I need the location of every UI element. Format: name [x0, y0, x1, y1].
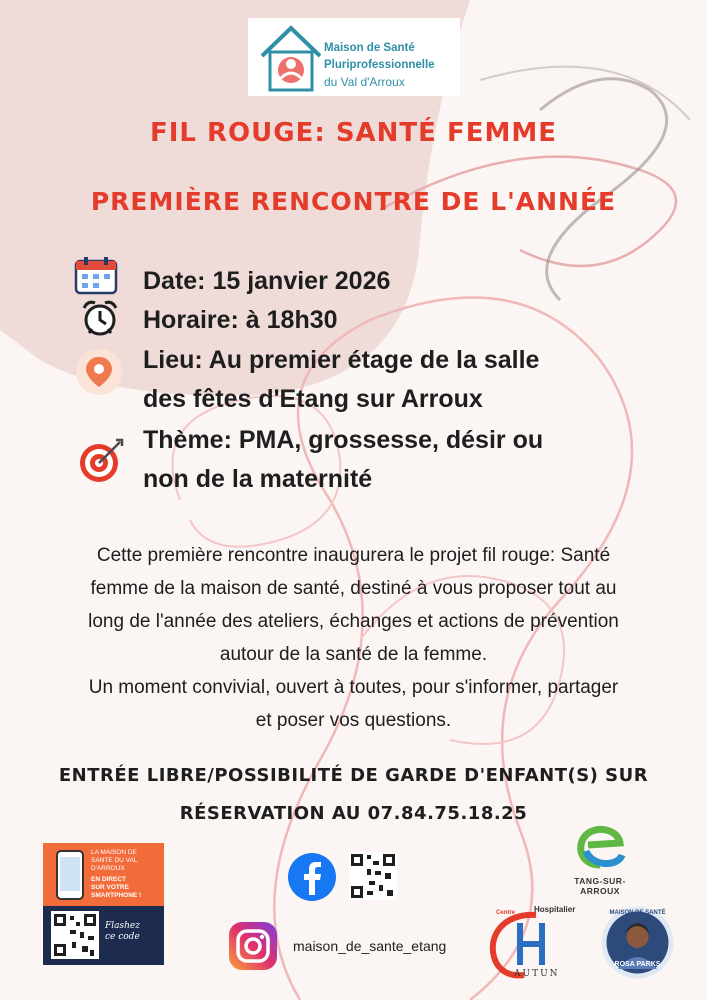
title-line-1: FIL ROUGE: SANTÉ FEMME	[149, 118, 558, 148]
qr-code-icon[interactable]	[51, 911, 99, 959]
entree-line-2: RÉSERVATION AU 07.84.75.18.25	[179, 803, 528, 824]
maison-sante-logo	[248, 18, 460, 96]
info-horaire: Horaire: à 18h30	[143, 306, 338, 334]
promo-text: EN DIRECT	[91, 876, 127, 883]
target-icon	[78, 438, 124, 484]
rosa-parks-logo	[600, 905, 675, 980]
promo-flash: Flashez	[105, 921, 140, 931]
facebook-icon[interactable]	[287, 852, 337, 902]
hospital-label-left: Centre	[496, 910, 516, 916]
title-line-2: PREMIÈRE RENCONTRE DE L'ANNÉE	[90, 187, 617, 216]
rosa-parks-portrait-icon	[600, 905, 675, 980]
para-line: autour de la santé de la femme.	[219, 644, 488, 665]
logo-line-1: Maison de Santé	[324, 42, 415, 54]
promo-text: SUR VOTRE	[91, 884, 129, 891]
promo-text: LA MAISON DE	[91, 849, 137, 856]
hospital-label-top: Hospitalier	[534, 905, 576, 914]
promo-text: D'ARROUX	[91, 865, 125, 872]
tang-logo-icon	[570, 815, 630, 873]
info-date: Date: 15 janvier 2026	[143, 267, 391, 295]
info-theme-line-1: Thème: PMA, grossesse, désir ou	[143, 426, 544, 454]
para-line: et poser vos questions.	[255, 710, 452, 731]
info-lieu-line-2: des fêtes d'Etang sur Arroux	[143, 385, 483, 413]
para-line: Cette première rencontre inaugurera le projet fil rouge: Santé	[96, 545, 611, 566]
para-line: Un moment convivial, ouvert à toutes, pour s'informer, partager	[88, 677, 619, 698]
para-line: long de l'année des ateliers, échanges et actions de prévention	[88, 611, 619, 632]
hospital-label-bottom: AUTUN	[514, 969, 560, 979]
calendar-icon	[74, 255, 120, 295]
location-pin-icon	[74, 347, 124, 397]
smartphone-icon	[55, 849, 85, 901]
info-lieu-line-1: Lieu: Au premier étage de la salle	[143, 346, 540, 374]
house-logo-icon	[256, 22, 326, 94]
promo-text: SANTE DU VAL	[91, 857, 138, 864]
info-theme-line-2: non de la maternité	[143, 465, 373, 493]
logo-line-2: Pluriprofessionnelle	[324, 59, 435, 71]
instagram-icon[interactable]	[227, 920, 279, 972]
facebook-qr-code-icon[interactable]	[349, 852, 397, 900]
rosa-label-top: MAISON DE SANTÉ	[609, 910, 666, 916]
alarm-clock-icon	[80, 298, 120, 338]
smartphone-promo-card	[43, 843, 164, 965]
hospital-autun-logo	[484, 905, 576, 983]
para-line: femme de la maison de santé, destiné à vous proposer tout au	[90, 578, 617, 599]
entree-line-1: ENTRÉE LIBRE/POSSIBILITÉ DE GARDE D'ENFANT(S) SUR	[58, 765, 649, 786]
rosa-label-bottom: ROSA PARKS	[614, 961, 661, 968]
tang-sur-arroux-logo	[555, 815, 645, 896]
logo-line-3: du Val d'Arroux	[324, 75, 405, 89]
description-paragraph	[22, 539, 685, 737]
promo-flash: ce code	[105, 932, 140, 942]
promo-text: SMARTPHONE !	[91, 892, 142, 899]
instagram-handle[interactable]: maison_de_sante_etang	[293, 938, 447, 954]
tang-label: TANG-SUR-ARROUX	[574, 876, 626, 896]
